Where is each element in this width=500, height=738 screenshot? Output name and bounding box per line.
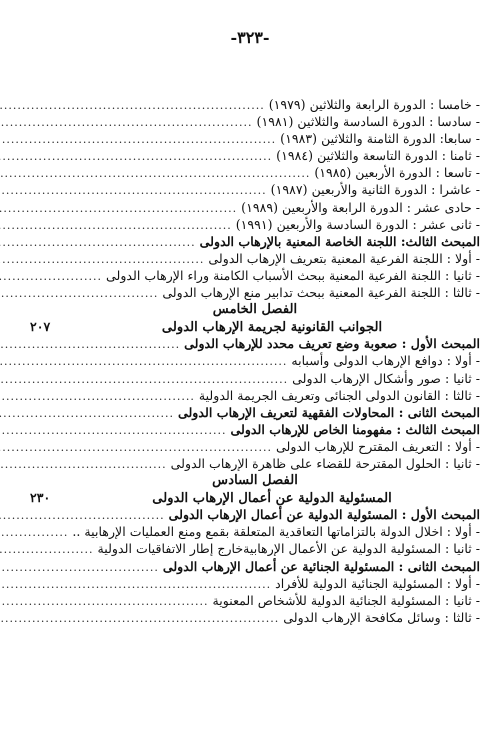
toc-entry-title: - أولا : المسئولية الجنائية الدولية للأفراد xyxy=(275,575,480,591)
toc-heading xyxy=(30,472,480,489)
toc-entry-title: المبحث الثالث : مفهومنا الخاص للإرهاب الدولى xyxy=(230,421,480,437)
toc-entry-title: - خامسا : الدورة الرابعة والثلاثين (١٩٧٩) xyxy=(268,97,480,112)
dot-leader xyxy=(0,371,288,388)
dot-leader xyxy=(0,336,180,353)
toc-entry xyxy=(30,455,480,472)
toc-entry-title: - ثالثا : اللجنة الفرعية المعنية ببحث تدابير منع الإرهاب الدولى xyxy=(162,285,480,301)
toc-heading xyxy=(30,318,480,335)
toc-entry xyxy=(30,147,480,164)
dot-leader xyxy=(0,524,68,541)
toc-entry xyxy=(30,233,480,250)
toc-entry-title: - ثالثا : القانون الدولى الجنائى وتعريف الجريمة الدولية xyxy=(198,387,480,403)
dot-leader xyxy=(0,439,272,456)
toc-entry-title: - أولا : دوافع الإرهاب الدولى وأسبابه xyxy=(291,353,480,369)
page-number: -٣٢٣- xyxy=(230,28,270,47)
table-of-contents xyxy=(30,96,480,626)
dot-leader xyxy=(0,559,159,576)
toc-entry-title: - ثانيا : المسئولية الدولية عن الأعمال الإرهابيةخارج إطار الاتفاقيات الدولية xyxy=(97,541,480,557)
dot-leader xyxy=(0,182,267,199)
toc-entry-title: المبحث الثالث: اللجنة الخاصة المعنية بالإرهاب الدولى xyxy=(199,233,480,249)
toc-entry-title: - أولا : اللجنة الفرعية المعنية بتعريف الإرهاب الدولى xyxy=(208,250,480,266)
dot-leader xyxy=(0,388,195,405)
toc-page-number: ٢٣٠ xyxy=(30,490,51,506)
dot-leader xyxy=(0,268,102,285)
toc-entry xyxy=(30,284,480,301)
dot-leader xyxy=(0,97,265,114)
dot-leader xyxy=(0,456,167,473)
toc-entry xyxy=(30,421,480,438)
toc-entry-title: - أولا : التعريف المقترح للإرهاب الدولى xyxy=(276,438,480,454)
toc-entry-title: المبحث الأول : صعوبة وضع تعريف محدد للإرهاب الدولى xyxy=(184,336,480,352)
dot-leader xyxy=(0,422,226,439)
toc-entry xyxy=(30,370,480,387)
toc-entry xyxy=(30,438,480,455)
dot-leader xyxy=(0,541,94,558)
toc-entry xyxy=(30,96,480,113)
toc-entry xyxy=(30,250,480,267)
dot-leader xyxy=(0,405,174,422)
toc-entry-title: - ثانى عشر : الدورة السادسة والأربعين (١٩٩١) xyxy=(235,216,480,232)
toc-heading xyxy=(30,301,480,318)
dot-leader xyxy=(0,353,287,370)
toc-entry-title: - سابعا: الدورة الثامنة والثلاثين (١٩٨٣) xyxy=(280,131,480,147)
toc-entry-title: - سادسا : الدورة السادسة والثلاثين (١٩٨١) xyxy=(256,114,480,130)
toc-entry-title: الفصل الخامس xyxy=(212,302,298,318)
dot-leader xyxy=(0,507,165,524)
toc-entry xyxy=(30,267,480,284)
toc-entry-title: المبحث الثانى : المحاولات الفقهية لتعريف الإرهاب الدولى xyxy=(177,404,480,420)
dot-leader xyxy=(0,576,271,593)
toc-entry xyxy=(30,335,480,352)
toc-entry-title: - أولا : اخلال الدولة بالتزاماتها التعاقدية المتعلقة بقمع ومنع العمليات الإرهابية .. xyxy=(72,524,480,540)
dot-leader xyxy=(0,285,158,302)
toc-entry xyxy=(30,404,480,421)
toc-entry-title: - ثامنا : الدورة التاسعة والثلاثين (١٩٨٤) xyxy=(276,148,480,164)
dot-leader xyxy=(0,217,232,234)
toc-entry xyxy=(30,575,480,592)
toc-entry-title: المبحث الثانى : المسئولية الجنائية عن أعمال الإرهاب الدولى xyxy=(162,558,480,574)
toc-entry-title: - تاسعا : الدورة الأربعين (١٩٨٥) xyxy=(314,165,480,181)
toc-entry-title: - ثالثا : وسائل مكافحة الإرهاب الدولى xyxy=(283,609,480,625)
dot-leader xyxy=(0,610,279,627)
dot-leader xyxy=(0,593,209,610)
toc-entry-title: - عاشرا : الدورة الثانية والأربعين (١٩٨٧) xyxy=(270,182,480,198)
dot-leader xyxy=(0,251,204,268)
toc-entry xyxy=(30,181,480,198)
toc-entry-title: - ثانيا : صور وأشكال الإرهاب الدولى xyxy=(292,370,480,386)
toc-entry xyxy=(30,592,480,609)
toc-entry xyxy=(30,113,480,130)
toc-entry xyxy=(30,216,480,233)
toc-entry-title: - ثانيا : اللجنة الفرعية المعنية ببحث الأسباب الكامنة وراء الإرهاب الدولى xyxy=(106,267,480,283)
dot-leader xyxy=(0,200,237,217)
toc-entry xyxy=(30,130,480,147)
dot-leader xyxy=(0,148,272,165)
toc-entry xyxy=(30,506,480,523)
toc-entry-title: المسئولية الدولية عن أعمال الإرهاب الدولى xyxy=(152,491,392,507)
toc-entry xyxy=(30,164,480,181)
toc-entry xyxy=(30,199,480,216)
toc-entry-title: الجوانب القانونية لجريمة الإرهاب الدولى xyxy=(161,320,383,336)
toc-entry-title: - ثانيا : المسئولية الجنائية الدولية للأشخاص المعنوية xyxy=(212,592,480,608)
dot-leader xyxy=(0,165,310,182)
toc-entry-title: الفصل السادس xyxy=(212,473,298,489)
dot-leader xyxy=(0,114,253,131)
dot-leader xyxy=(0,131,276,148)
toc-heading xyxy=(30,489,480,506)
toc-entry-title: - ثانيا : الحلول المقترحة للقضاء على ظاهرة الإرهاب الدولى xyxy=(170,455,480,471)
toc-entry xyxy=(30,540,480,557)
toc-page-number: ٢٠٧ xyxy=(30,319,51,335)
toc-entry xyxy=(30,352,480,369)
toc-entry-title: المبحث الأول : المسئولية الدولية عن أعمال الإرهاب الدولى xyxy=(168,507,480,523)
toc-entry xyxy=(30,558,480,575)
toc-entry-title: - حادى عشر : الدورة الرابعة والأربعين (١٩٨٩) xyxy=(241,199,480,215)
toc-entry xyxy=(30,387,480,404)
dot-leader xyxy=(0,234,196,251)
toc-entry xyxy=(30,523,480,540)
toc-entry xyxy=(30,609,480,626)
